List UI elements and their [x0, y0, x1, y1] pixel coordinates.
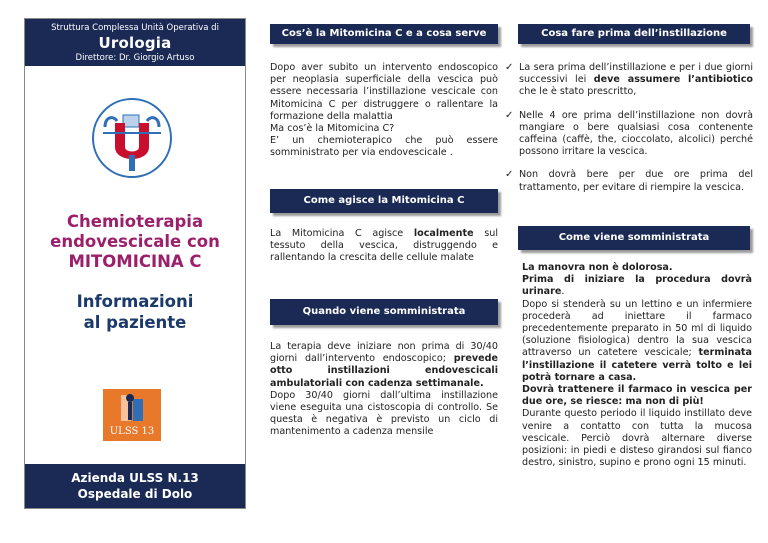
text-run-bold: prevede otto instillazioni endovescicali ambulatoriali con cadenza settimanale. [270, 353, 498, 389]
ulss-logo-icon [103, 389, 161, 441]
cover-subtitle [25, 291, 245, 333]
department-label: Struttura Complessa Unità Operativa di [51, 23, 219, 33]
before-checklist [505, 62, 753, 205]
checkmark-icon: ✓ [505, 169, 514, 181]
cover-subtitle-line: Informazioni [76, 292, 194, 311]
checklist-item [505, 110, 753, 159]
specialty-title: Urologia [98, 34, 172, 52]
section-what-is-text: Dopo aver subito un intervento endoscopico per neoplasia superficiale della vescica può essere necessaria l’instillazione vescicale con Mitomicina C per distruggere o rallentare la formazione della malattia Ma cos’è la Mitomicina C? E’ un chemioterapico che può essere somministrato per via endovescicale . [270, 62, 498, 159]
text-run-bold: Dovrà trattenere il farmaco in vescica per due ore, se riesce: ma non di più! [522, 384, 752, 408]
cover-header [25, 19, 245, 66]
cover-title-line: MITOMICINA C [68, 252, 202, 271]
text-run-bold: deve assumere l’antibiotico [593, 74, 754, 86]
checklist-item [505, 62, 753, 99]
cover-panel [24, 18, 246, 509]
section-heading-before: Cosa fare prima dell’instillazione [518, 24, 750, 44]
text-run-bold: Prima di iniziare la procedura dovrà urinare [522, 274, 752, 298]
text-run: Nelle 4 ore prima dell’instillazione non dovrà mangiare o bere qualsiasi cosa contenente caffeina (caffè, the, cioccolato, alcolici) perché possono irritare la vescica. [519, 109, 753, 158]
text-run: La Mitomicina C agisce [270, 228, 414, 239]
checkmark-icon: ✓ [505, 62, 514, 73]
section-when-text [270, 341, 498, 439]
section-how-administered-text [522, 262, 752, 469]
text-run: sul tessuto della vescica, distruggendo e rallentando la crescita delle cellule malate [270, 228, 498, 264]
text-run: Non dovrà bere per due ore prima del trattamento, per evitare di riempire la vescica. [519, 169, 753, 193]
text-run: Dopo 30/40 giorni dall’ultima instillazione viene eseguita una cistoscopia di controllo. Se questa è negativa è previsto un ciclo di mantenimento a cadenza mensile [270, 389, 498, 438]
text-run: . Dopo si stenderà su un lettino e un infermiere procederà ad iniettare il farmaco precedentemente preparato in 50 ml di liquido (soluzione fisiologica) dentro la sua vescica attraverso un catetere vescicale; [522, 286, 752, 359]
text-run: che le è stato prescritto, [519, 86, 637, 98]
checklist-item [505, 169, 753, 193]
cover-title-line: endovescicale con [50, 232, 220, 251]
text-run-bold: localmente [413, 228, 474, 239]
cover-footer [25, 464, 245, 508]
text-run-bold: La manovra non è dolorosa. [522, 262, 673, 273]
section-heading-when: Quando viene somministrata [270, 299, 498, 325]
checkmark-icon: ✓ [505, 109, 514, 121]
text-run: La sera prima dell’instillazione e per i due giorni successivi lei [519, 62, 753, 86]
text-run-bold: terminata l’instillazione il catetere verrà tolto e lei potrà tornare a casa. [522, 347, 752, 383]
cover-title [25, 212, 245, 272]
section-heading-how-administered: Come viene somministrata [518, 226, 750, 250]
footer-line: Azienda ULSS N.13 [71, 471, 199, 485]
footer-line: Ospedale di Dolo [77, 487, 193, 501]
text-run: La terapia deve iniziare non prima di 30/40 giorni dall’intervento endoscopico; [270, 341, 498, 365]
urology-logo-icon [91, 97, 173, 179]
section-heading-how-it-acts: Come agisce la Mitomicina C [270, 189, 498, 213]
cover-title-line: Chemioterapia [66, 212, 204, 231]
cover-subtitle-line: al paziente [83, 313, 187, 332]
director-label: Direttore: Dr. Giorgio Artuso [75, 53, 195, 63]
section-how-it-acts-text [270, 228, 498, 265]
ulss-logo [103, 389, 161, 441]
section-heading-what-is: Cos’è la Mitomicina C e a cosa serve [270, 24, 498, 44]
urology-logo [91, 97, 173, 179]
text-run: Durante questo periodo il liquido instillato deve venire a contatto con tutta la mucosa vescicale. Perciò dovrà alternare diverse posizioni: in piedi e disteso girandosi sul fianco destro, sinistro, supino e prono ogni 15 minuti. [522, 408, 752, 469]
ulss-logo-text: ULSS 13 [109, 426, 155, 437]
